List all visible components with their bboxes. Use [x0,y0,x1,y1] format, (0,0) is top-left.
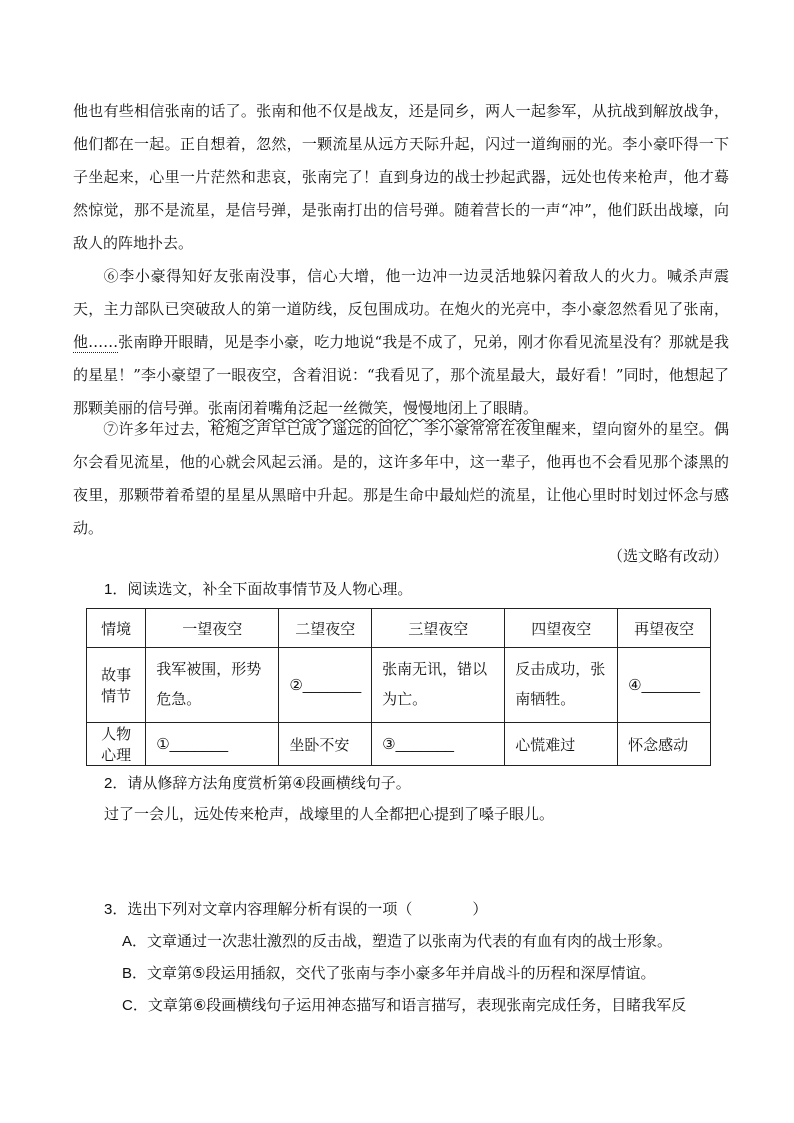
answer-blank-2[interactable]: ②_______ [279,648,372,723]
table-header-cell: 一望夜空 [146,609,279,648]
option-a[interactable]: A．文章通过一次悲壮激烈的反击战，塑造了以张南为代表的有血有肉的战士形象。 [122,933,673,950]
plot-mind-table [86,608,711,766]
table-header-cell: 再望夜空 [618,609,711,648]
table-header-cell: 情境 [87,609,146,648]
answer-blank-4[interactable]: ④_______ [618,648,711,723]
table-cell: 反击成功，张南牺牲。 [505,648,618,723]
dotted-phrase: 他…… [73,333,119,351]
row-label-mind: 人物心理 [87,723,146,766]
table-cell: 我军被围，形势危急。 [146,648,279,723]
table-cell: 张南无讯，错以为亡。 [372,648,505,723]
question-2-sentence: 过了一会儿，远处传来枪声，战壕里的人全都把心提到了嗓子眼儿。 [104,806,555,823]
table-header-cell: 二望夜空 [279,609,372,648]
table-header-cell: 三望夜空 [372,609,505,648]
wavy-underlined-sentence: 张南闭着嘴角泛起一丝微笑，慢慢地闭上了眼睛。 [208,399,539,417]
answer-blank-3[interactable]: ③_______ [372,723,505,766]
story-paragraph-continued: 他也有些相信张南的话了。张南和他不仅是战友，还是同乡，两人一起参军，从抗战到解放战争，他们都在一起。正自想着，忽然，一颗流星从远方天际升起，闪过一道绚丽的光。李小豪吓得一下子坐起来，心里一片茫然和悲哀，张南完了！直到身边的战士抄起武器，远处也传来枪声，他才蓦然惊觉，那不是流星，是信号弹，是张南打出的信号弹。随着营长的一声“冲”，他们跃出战壕，向敌人的阵地扑去。 [73,102,729,252]
option-c[interactable]: C．文章第⑥段画横线句子运用神态描写和语言描写，表现张南完成任务，目睹我军反 [122,997,687,1014]
option-b[interactable]: B．文章第⑤段运用插叙，交代了张南与李小豪多年并肩战斗的历程和深厚情谊。 [122,965,656,982]
table-cell: 心慌难过 [505,723,618,766]
question-3-prompt: 3．选出下列对文章内容理解分析有误的一项（ ） [104,901,488,918]
row-label-plot: 故事情节 [87,648,146,723]
table-header-row [87,609,711,648]
story-paragraph-6: ⑥李小豪得知好友张南没事，信心大增，他一边冲一边灵活地躲闪着敌人的火力。喊杀声震天，主力部队已突破敌人的第一道防线，反包围成功。在炮火的光亮中，李小豪忽然看见了张南，他……张南睁开眼睛，见是李小豪，吃力地说“我是不成了，兄弟，刚才你看见流星没有？那就是我的星星！”李小豪望了一眼夜空，含着泪说：“我看见了，那个流星最大，最好看！”同时，他想起了那颗美丽的信号弹。张南闭着嘴角泛起一丝微笑，慢慢地闭上了眼睛。 [73,267,729,417]
table-row-plot [87,648,711,723]
table-cell: 坐卧不安 [279,723,372,766]
table-row-mind [87,723,711,766]
question-1-prompt: 1．阅读选文，补全下面故事情节及人物心理。 [104,581,413,598]
question-2-prompt: 2．请从修辞方法角度赏析第④段画横线句子。 [104,775,411,792]
source-note: （选文略有改动） [607,547,728,565]
table-cell: 怀念感动 [618,723,711,766]
story-paragraph-7: ⑦许多年过去，枪炮之声早已成了遥远的回忆，李小豪常常在夜里醒来，望向窗外的星空。偶尔会看见流星，他的心就会风起云涌。是的，这许多年中，这一辈子，他再也不会看见那个漆黑的夜里，那颗带着希望的星星从黑暗中升起。那是生命中最灿烂的流星，让他心里时时划过怀念与感动。 [73,420,729,537]
table-header-cell: 四望夜空 [505,609,618,648]
answer-blank-1[interactable]: ①_______ [146,723,279,766]
